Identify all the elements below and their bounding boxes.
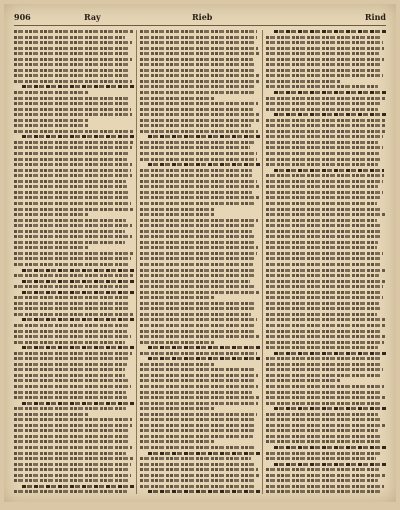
text-line <box>14 341 125 344</box>
text-line <box>14 474 131 477</box>
text-line <box>266 379 340 382</box>
text-line <box>266 119 385 122</box>
text-line <box>14 479 128 482</box>
text-line <box>14 324 130 327</box>
text-line <box>266 285 383 288</box>
text-line <box>266 269 386 272</box>
text-line <box>266 296 383 299</box>
text-line <box>266 479 378 482</box>
text-line <box>14 335 131 338</box>
text-line <box>14 257 131 260</box>
text-line <box>140 241 255 244</box>
text-line <box>14 235 132 238</box>
text-line <box>140 119 259 122</box>
text-line <box>14 379 130 382</box>
text-line <box>14 202 131 205</box>
text-line <box>140 124 251 127</box>
text-line <box>140 313 251 316</box>
text-line <box>140 307 256 310</box>
text-line <box>266 135 383 138</box>
text-line <box>22 85 134 88</box>
text-line <box>140 180 257 183</box>
left-heading: Ray <box>84 12 101 22</box>
text-line <box>266 474 385 477</box>
text-line <box>14 440 128 443</box>
text-line <box>140 74 259 77</box>
text-line <box>266 58 384 61</box>
text-line <box>266 435 380 438</box>
text-line <box>140 102 258 105</box>
text-line <box>266 363 382 366</box>
text-line <box>140 196 259 199</box>
text-line <box>266 424 385 427</box>
text-line <box>14 396 127 399</box>
text-line <box>140 69 254 72</box>
text-line <box>266 257 382 260</box>
text-line <box>140 274 255 277</box>
text-line <box>140 363 214 366</box>
text-line <box>14 36 125 39</box>
column-separator <box>262 30 263 494</box>
text-line <box>14 97 129 100</box>
text-line <box>266 313 377 316</box>
text-line <box>14 330 127 333</box>
text-line <box>140 47 258 50</box>
text-line <box>14 52 128 55</box>
text-line <box>14 185 127 188</box>
text-line <box>14 352 132 355</box>
text-line <box>14 490 127 493</box>
text-line <box>14 224 132 227</box>
text-line <box>266 85 378 88</box>
text-line <box>266 335 385 338</box>
text-line <box>266 174 384 177</box>
text-line <box>266 385 384 388</box>
text-line <box>140 429 254 432</box>
text-line <box>266 191 383 194</box>
text-line <box>14 208 133 211</box>
text-line <box>140 330 255 333</box>
text-line <box>140 413 257 416</box>
page-number: 906 <box>14 12 31 22</box>
text-line <box>148 135 260 138</box>
text-line <box>274 169 384 172</box>
text-line <box>266 368 383 371</box>
text-line <box>14 152 130 155</box>
text-line <box>14 302 129 305</box>
text-column-left <box>14 30 134 494</box>
text-line <box>14 196 128 199</box>
text-line <box>266 196 381 199</box>
text-line <box>140 396 259 399</box>
text-line <box>14 429 128 432</box>
text-line <box>140 280 250 283</box>
text-line <box>14 119 88 122</box>
text-line <box>14 74 130 77</box>
text-line <box>140 379 256 382</box>
text-line <box>140 302 254 305</box>
text-line <box>14 285 130 288</box>
text-line <box>140 224 254 227</box>
text-line <box>266 418 380 421</box>
text-line <box>14 307 130 310</box>
text-line <box>266 202 377 205</box>
text-line <box>22 135 134 138</box>
text-line <box>14 241 125 244</box>
text-line <box>140 41 254 44</box>
text-line <box>140 385 258 388</box>
text-line <box>266 324 385 327</box>
text-line <box>14 41 132 44</box>
text-line <box>266 219 377 222</box>
text-line <box>14 80 132 83</box>
text-line <box>266 452 381 455</box>
text-line <box>140 202 256 205</box>
column-separator <box>136 30 137 494</box>
text-line <box>140 368 255 371</box>
text-line <box>266 274 379 277</box>
text-line <box>266 485 384 488</box>
text-line <box>266 130 385 133</box>
text-line <box>22 346 134 349</box>
text-line <box>266 374 381 377</box>
text-line <box>140 352 257 355</box>
center-heading: Rieb <box>192 12 213 22</box>
text-line <box>140 291 259 294</box>
text-line <box>14 102 130 105</box>
text-line <box>266 246 377 249</box>
text-line <box>266 152 379 155</box>
text-line <box>266 252 383 255</box>
text-line <box>140 252 257 255</box>
text-line <box>22 402 134 405</box>
text-line <box>140 374 258 377</box>
text-line <box>140 58 253 61</box>
text-line <box>274 91 386 94</box>
text-line <box>266 158 380 161</box>
text-line <box>266 146 383 149</box>
text-line <box>14 124 88 127</box>
text-line <box>14 357 128 360</box>
text-line <box>140 418 254 421</box>
text-line <box>140 457 251 460</box>
text-line <box>266 52 379 55</box>
text-line <box>140 113 259 116</box>
text-line <box>14 263 129 266</box>
text-line <box>266 97 385 100</box>
text-line <box>14 108 131 111</box>
text-line <box>266 63 380 66</box>
text-line <box>22 280 134 283</box>
text-line <box>14 246 88 249</box>
text-line <box>140 185 260 188</box>
text-line <box>266 80 340 83</box>
text-line <box>266 440 381 443</box>
right-heading: Rind <box>364 12 386 22</box>
text-line <box>140 230 252 233</box>
text-line <box>140 36 257 39</box>
text-line <box>14 363 127 366</box>
text-line <box>14 146 132 149</box>
text-line <box>14 113 132 116</box>
text-line <box>22 291 134 294</box>
text-line <box>274 352 386 355</box>
text-line <box>148 163 260 166</box>
text-line <box>140 63 254 66</box>
text-line <box>266 280 385 283</box>
text-line <box>140 446 255 449</box>
text-line <box>140 285 254 288</box>
text-line <box>266 213 385 216</box>
text-line <box>266 391 380 394</box>
text-line <box>14 435 128 438</box>
text-line <box>140 335 259 338</box>
text-line <box>266 346 378 349</box>
text-line <box>14 91 88 94</box>
text-line <box>266 141 378 144</box>
text-line <box>14 385 131 388</box>
text-line <box>140 440 214 443</box>
text-line <box>266 163 378 166</box>
text-line <box>14 418 132 421</box>
text-line <box>140 402 258 405</box>
text-line <box>14 213 88 216</box>
text-line <box>140 269 256 272</box>
text-line <box>140 296 214 299</box>
text-line <box>14 391 126 394</box>
text-line <box>140 91 256 94</box>
header-rule <box>14 25 386 26</box>
text-line <box>266 357 381 360</box>
text-line <box>14 174 132 177</box>
text-line <box>140 152 257 155</box>
text-line <box>266 230 380 233</box>
text-line <box>266 490 381 493</box>
text-line <box>14 274 134 277</box>
text-line <box>14 58 132 61</box>
text-line <box>140 219 258 222</box>
text-line <box>140 52 259 55</box>
text-line <box>266 302 379 305</box>
text-line <box>22 318 134 321</box>
text-line <box>140 174 252 177</box>
text-line <box>266 468 379 471</box>
text-line <box>14 191 129 194</box>
text-line <box>14 158 127 161</box>
text-line <box>14 141 133 144</box>
text-line <box>140 130 258 133</box>
text-line <box>266 263 382 266</box>
text-line <box>266 208 382 211</box>
text-line <box>266 108 378 111</box>
text-line <box>14 169 131 172</box>
text-line <box>14 130 133 133</box>
text-line <box>140 235 256 238</box>
text-line <box>14 374 125 377</box>
text-line <box>140 85 255 88</box>
text-line <box>140 80 259 83</box>
text-line <box>22 269 134 272</box>
text-line <box>274 407 386 410</box>
text-line <box>14 252 134 255</box>
text-line <box>266 47 384 50</box>
text-line <box>14 230 125 233</box>
text-line <box>14 368 125 371</box>
text-line <box>140 468 258 471</box>
text-line <box>140 474 260 477</box>
text-line <box>140 30 257 33</box>
text-line <box>266 124 385 127</box>
text-line <box>140 146 250 149</box>
text-line <box>140 463 254 466</box>
text-line <box>140 158 257 161</box>
text-line <box>140 97 214 100</box>
text-line <box>14 63 129 66</box>
text-line <box>148 452 260 455</box>
running-header <box>14 12 386 26</box>
text-line <box>266 102 381 105</box>
text-line <box>14 180 126 183</box>
text-line <box>140 341 214 344</box>
text-line <box>266 180 383 183</box>
text-line <box>14 219 126 222</box>
text-line <box>266 429 378 432</box>
text-line <box>140 479 256 482</box>
text-line <box>266 185 378 188</box>
text-line <box>14 407 126 410</box>
text-line <box>14 163 132 166</box>
text-line <box>14 313 133 316</box>
text-line <box>140 391 252 394</box>
text-line <box>266 341 384 344</box>
text-line <box>14 463 131 466</box>
text-line <box>274 446 386 449</box>
text-line <box>266 402 380 405</box>
text-line <box>140 318 257 321</box>
text-line <box>148 490 260 493</box>
text-line <box>266 74 383 77</box>
text-line <box>266 330 381 333</box>
text-line <box>22 485 134 488</box>
text-line <box>14 452 126 455</box>
text-line <box>14 413 88 416</box>
text-line <box>140 435 253 438</box>
text-column-middle <box>140 30 260 494</box>
text-line <box>14 468 129 471</box>
text-line <box>266 235 381 238</box>
text-line <box>14 296 130 299</box>
text-line <box>140 485 256 488</box>
text-line <box>140 191 252 194</box>
text-column-right <box>266 30 386 494</box>
text-line <box>140 263 253 266</box>
text-line <box>266 307 382 310</box>
text-line <box>140 324 254 327</box>
book-page <box>4 4 396 502</box>
text-line <box>14 457 133 460</box>
text-line <box>274 463 386 466</box>
text-line <box>266 457 376 460</box>
text-line <box>266 224 382 227</box>
text-line <box>266 413 378 416</box>
text-line <box>140 246 258 249</box>
text-line <box>140 424 255 427</box>
text-line <box>140 208 214 211</box>
text-line <box>14 69 129 72</box>
text-line <box>266 69 380 72</box>
text-line <box>14 424 132 427</box>
text-line <box>266 291 381 294</box>
text-line <box>140 213 214 216</box>
text-line <box>274 113 386 116</box>
text-line <box>266 41 383 44</box>
text-line <box>140 257 255 260</box>
text-line <box>274 30 386 33</box>
text-line <box>14 446 132 449</box>
text-line <box>266 36 381 39</box>
text-line <box>266 318 385 321</box>
text-line <box>140 169 252 172</box>
text-line <box>140 141 255 144</box>
text-line <box>140 108 253 111</box>
text-line <box>14 47 128 50</box>
text-line <box>140 407 214 410</box>
text-line <box>148 357 260 360</box>
text-line <box>266 241 378 244</box>
text-line <box>14 30 133 33</box>
text-line <box>266 396 385 399</box>
text-line <box>148 346 260 349</box>
